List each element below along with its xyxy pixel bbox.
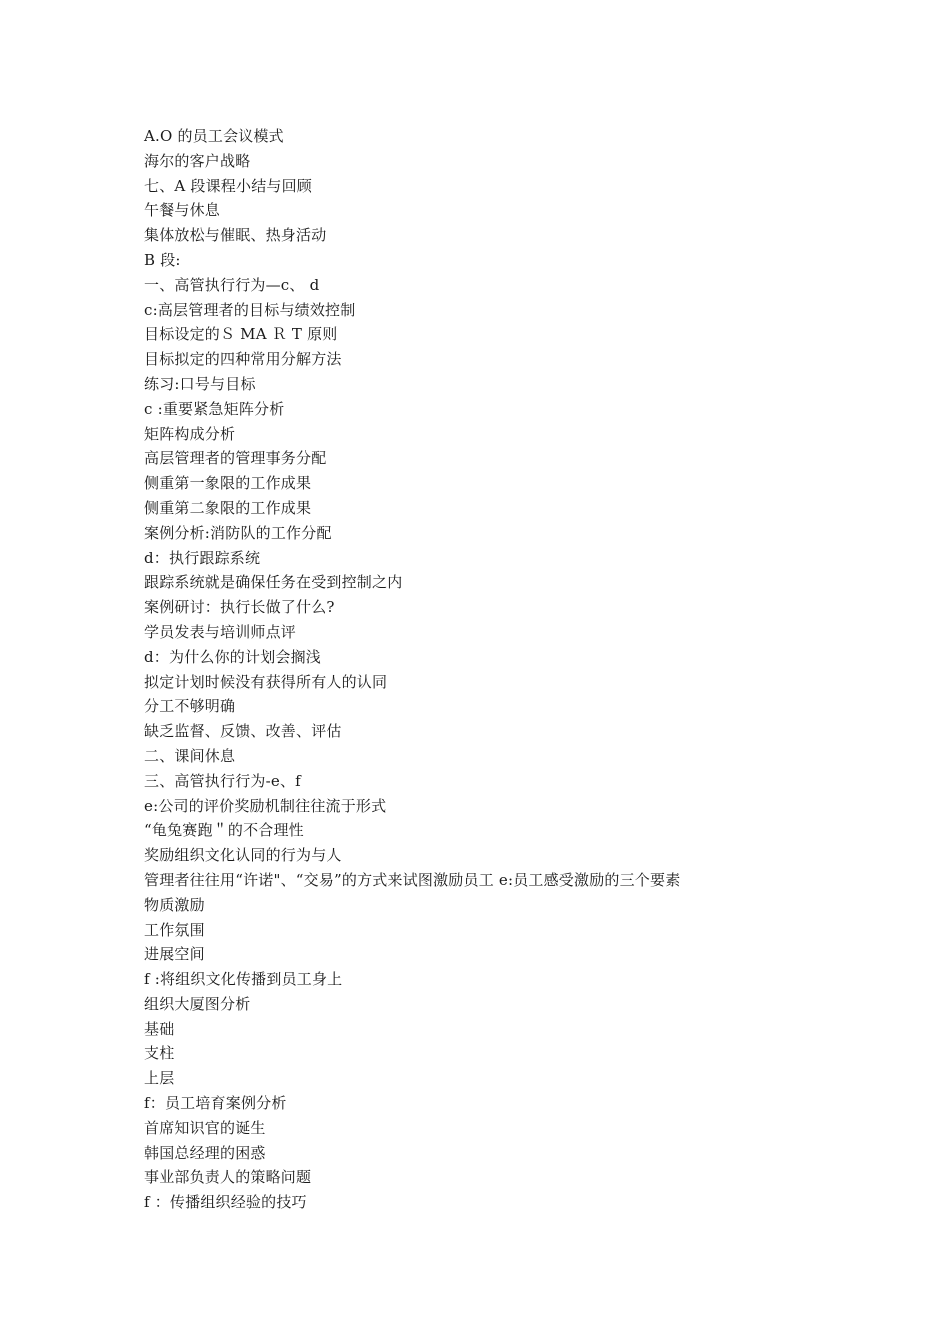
subsection-heading: c :重要紧急矩阵分析 [144,399,285,418]
subsection-heading: f ：传播组织经验的技巧 [144,1193,307,1212]
text-line: 高层管理者的管理事务分配 [144,449,327,468]
section-heading: 二、课间休息 [144,746,236,765]
document-body [144,124,844,1215]
subsection-heading: f：员工培育案例分析 [144,1094,287,1113]
text-line: 目标拟定的四种常用分解方法 [144,350,342,369]
text-line: 目标设定的Ｓ MA Ｒ T 原则 [144,325,338,344]
subsection-heading: f :将组织文化传播到员工身上 [144,970,343,989]
text-line: 跟踪系统就是确保任务在受到控制之内 [144,573,403,592]
text-line: 支柱 [144,1044,175,1063]
text-line: 韩国总经理的困惑 [144,1143,266,1162]
section-heading: B 段: [144,250,181,269]
text-line: 缺乏监督、反馈、改善、评估 [144,722,342,741]
text-line: 物质激励 [144,895,205,914]
text-line: 集体放松与催眠、热身活动 [144,226,327,245]
text-line: 侧重第二象限的工作成果 [144,498,312,517]
text-line: 上层 [144,1069,175,1088]
section-heading: 一、高管执行行为—c、 d [144,275,320,294]
text-line: 学员发表与培训师点评 [144,622,297,641]
text-line: 拟定计划时候没有获得所有人的认同 [144,672,388,691]
text-line: 管理者往往用“许诺"、“交易”的方式来试图激励员工 e:员工感受激励的三个要素 [144,870,681,889]
text-line: 进展空间 [144,945,205,964]
text-line: 海尔的客户战略 [144,151,251,170]
text-line: 工作氛围 [144,920,205,939]
text-line: 案例研讨：执行长做了什么? [144,598,335,617]
text-line: 案例分析:消防队的工作分配 [144,523,332,542]
text-line: 练习:口号与目标 [144,374,256,393]
text-line: A.O 的员工会议模式 [144,127,284,145]
subsection-heading: c:高层管理者的目标与绩效控制 [144,300,356,319]
section-heading: 三、高管执行行为-e、f [144,771,301,790]
section-heading: 七、A 段课程小结与回顾 [144,176,313,195]
text-line: 矩阵构成分析 [144,424,236,443]
text-line: 分工不够明确 [144,697,236,716]
subsection-heading: d：执行跟踪系统 [144,548,261,567]
text-line: 事业部负责人的策略问题 [144,1168,312,1187]
subsection-heading: d：为什么你的计划会搁浅 [144,647,322,666]
text-line: 午餐与休息 [144,201,221,220]
text-line: 侧重第一象限的工作成果 [144,474,312,493]
text-line: 首席知识官的诞生 [144,1118,266,1137]
text-line: 奖励组织文化认同的行为与人 [144,846,342,865]
text-line: 基础 [144,1019,175,1038]
text-line: 组织大厦图分析 [144,994,251,1013]
subsection-heading: e:公司的评价奖励机制往往流于形式 [144,796,387,815]
text-line: “龟兔赛跑＂的不合理性 [144,821,304,840]
